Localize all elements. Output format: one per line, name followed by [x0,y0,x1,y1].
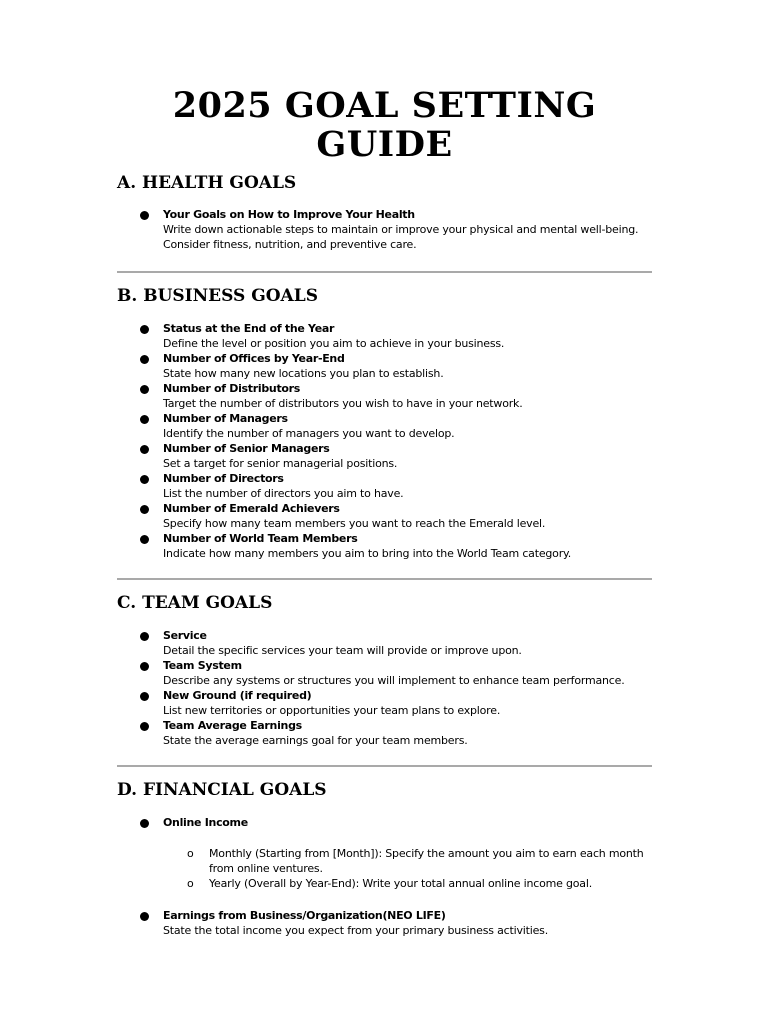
health-goals-list [117,207,652,252]
bullet-icon [140,535,149,544]
item-description: Detail the specific services your team will provide or improve upon. [163,644,522,657]
item-title: Number of Offices by Year-End [163,352,345,365]
team-goals-section [117,593,652,748]
item-title: Service [163,629,207,642]
item-title: Status at the End of the Year [163,322,335,335]
item-description: Target the number of distributors you wish to have in your network. [163,397,523,410]
bullet-icon [140,475,149,484]
bullet-icon [140,355,149,364]
item-description: State the average earnings goal for your team members. [163,734,468,747]
item-description: Write down actionable steps to maintain or improve your physical and mental well-being. Consider fitness, nutrition, and preventive care. [163,223,639,251]
document-title-line-1: 2025 GOAL SETTING [172,85,597,126]
item-title: Team System [163,659,242,672]
list-item [117,815,652,830]
document-title [117,86,652,164]
sub-item-text: Monthly (Starting from [Month]): Specify the amount you aim to earn each month from online ventures. [209,847,644,875]
financial-goals-list [117,815,652,830]
health-goals-heading: A. HEALTH GOALS [117,173,297,193]
document-page [117,86,652,938]
bullet-icon [140,505,149,514]
list-item [117,351,652,381]
section-divider [117,271,652,273]
item-title: Your Goals on How to Improve Your Health [163,208,415,221]
team-goals-heading: C. TEAM GOALS [117,593,273,613]
item-description: State how many new locations you plan to establish. [163,367,444,380]
circle-marker-icon: o [187,877,194,890]
list-item [117,321,652,351]
item-title: Number of Managers [163,412,288,425]
sub-list-item [117,846,652,876]
list-item [117,501,652,531]
list-item [117,411,652,441]
list-item [117,471,652,501]
list-item [117,531,652,561]
circle-marker-icon: o [187,847,194,860]
bullet-icon [140,445,149,454]
item-description: Identify the number of managers you want to develop. [163,427,455,440]
business-goals-section [117,286,652,561]
bullet-icon [140,211,149,220]
list-item [117,381,652,411]
item-description: Set a target for senior managerial positions. [163,457,398,470]
item-description: Indicate how many members you aim to bring into the World Team category. [163,547,572,560]
list-item [117,207,652,252]
bullet-icon [140,325,149,334]
bullet-icon [140,632,149,641]
team-goals-list [117,628,652,748]
list-item [117,441,652,471]
item-description: Define the level or position you aim to achieve in your business. [163,337,505,350]
item-title: Number of Distributors [163,382,301,395]
item-title: Number of Directors [163,472,284,485]
item-description: Specify how many team members you want to reach the Emerald level. [163,517,546,530]
item-description: Describe any systems or structures you will implement to enhance team performance. [163,674,625,687]
list-item [117,658,652,688]
item-title: Online Income [163,816,248,829]
sub-list-item [117,876,652,891]
online-income-sub-list [117,846,652,891]
financial-goals-section [117,780,652,938]
list-item [117,688,652,718]
bullet-icon [140,662,149,671]
item-description: State the total income you expect from your primary business activities. [163,924,548,937]
section-divider [117,578,652,580]
bullet-icon [140,722,149,731]
list-item [117,628,652,658]
section-divider [117,765,652,767]
item-description: List the number of directors you aim to have. [163,487,404,500]
bullet-icon [140,912,149,921]
list-item [117,718,652,748]
bullet-icon [140,819,149,828]
sub-item-text: Yearly (Overall by Year-End): Write your total annual online income goal. [209,877,593,890]
item-title: Team Average Earnings [163,719,302,732]
business-earnings-list [117,908,652,938]
financial-goals-heading: D. FINANCIAL GOALS [117,780,327,800]
bullet-icon [140,415,149,424]
business-goals-heading: B. BUSINESS GOALS [117,286,318,306]
item-title: New Ground (if required) [163,689,312,702]
business-goals-list [117,321,652,561]
item-title: Number of Emerald Achievers [163,502,340,515]
item-title: Number of Senior Managers [163,442,330,455]
health-goals-section [117,173,652,252]
item-title: Number of World Team Members [163,532,358,545]
document-title-line-2: GUIDE [316,124,453,165]
bullet-icon [140,385,149,394]
bullet-icon [140,692,149,701]
item-title: Earnings from Business/Organization(NEO LIFE) [163,909,446,922]
item-description: List new territories or opportunities your team plans to explore. [163,704,501,717]
list-item [117,908,652,938]
